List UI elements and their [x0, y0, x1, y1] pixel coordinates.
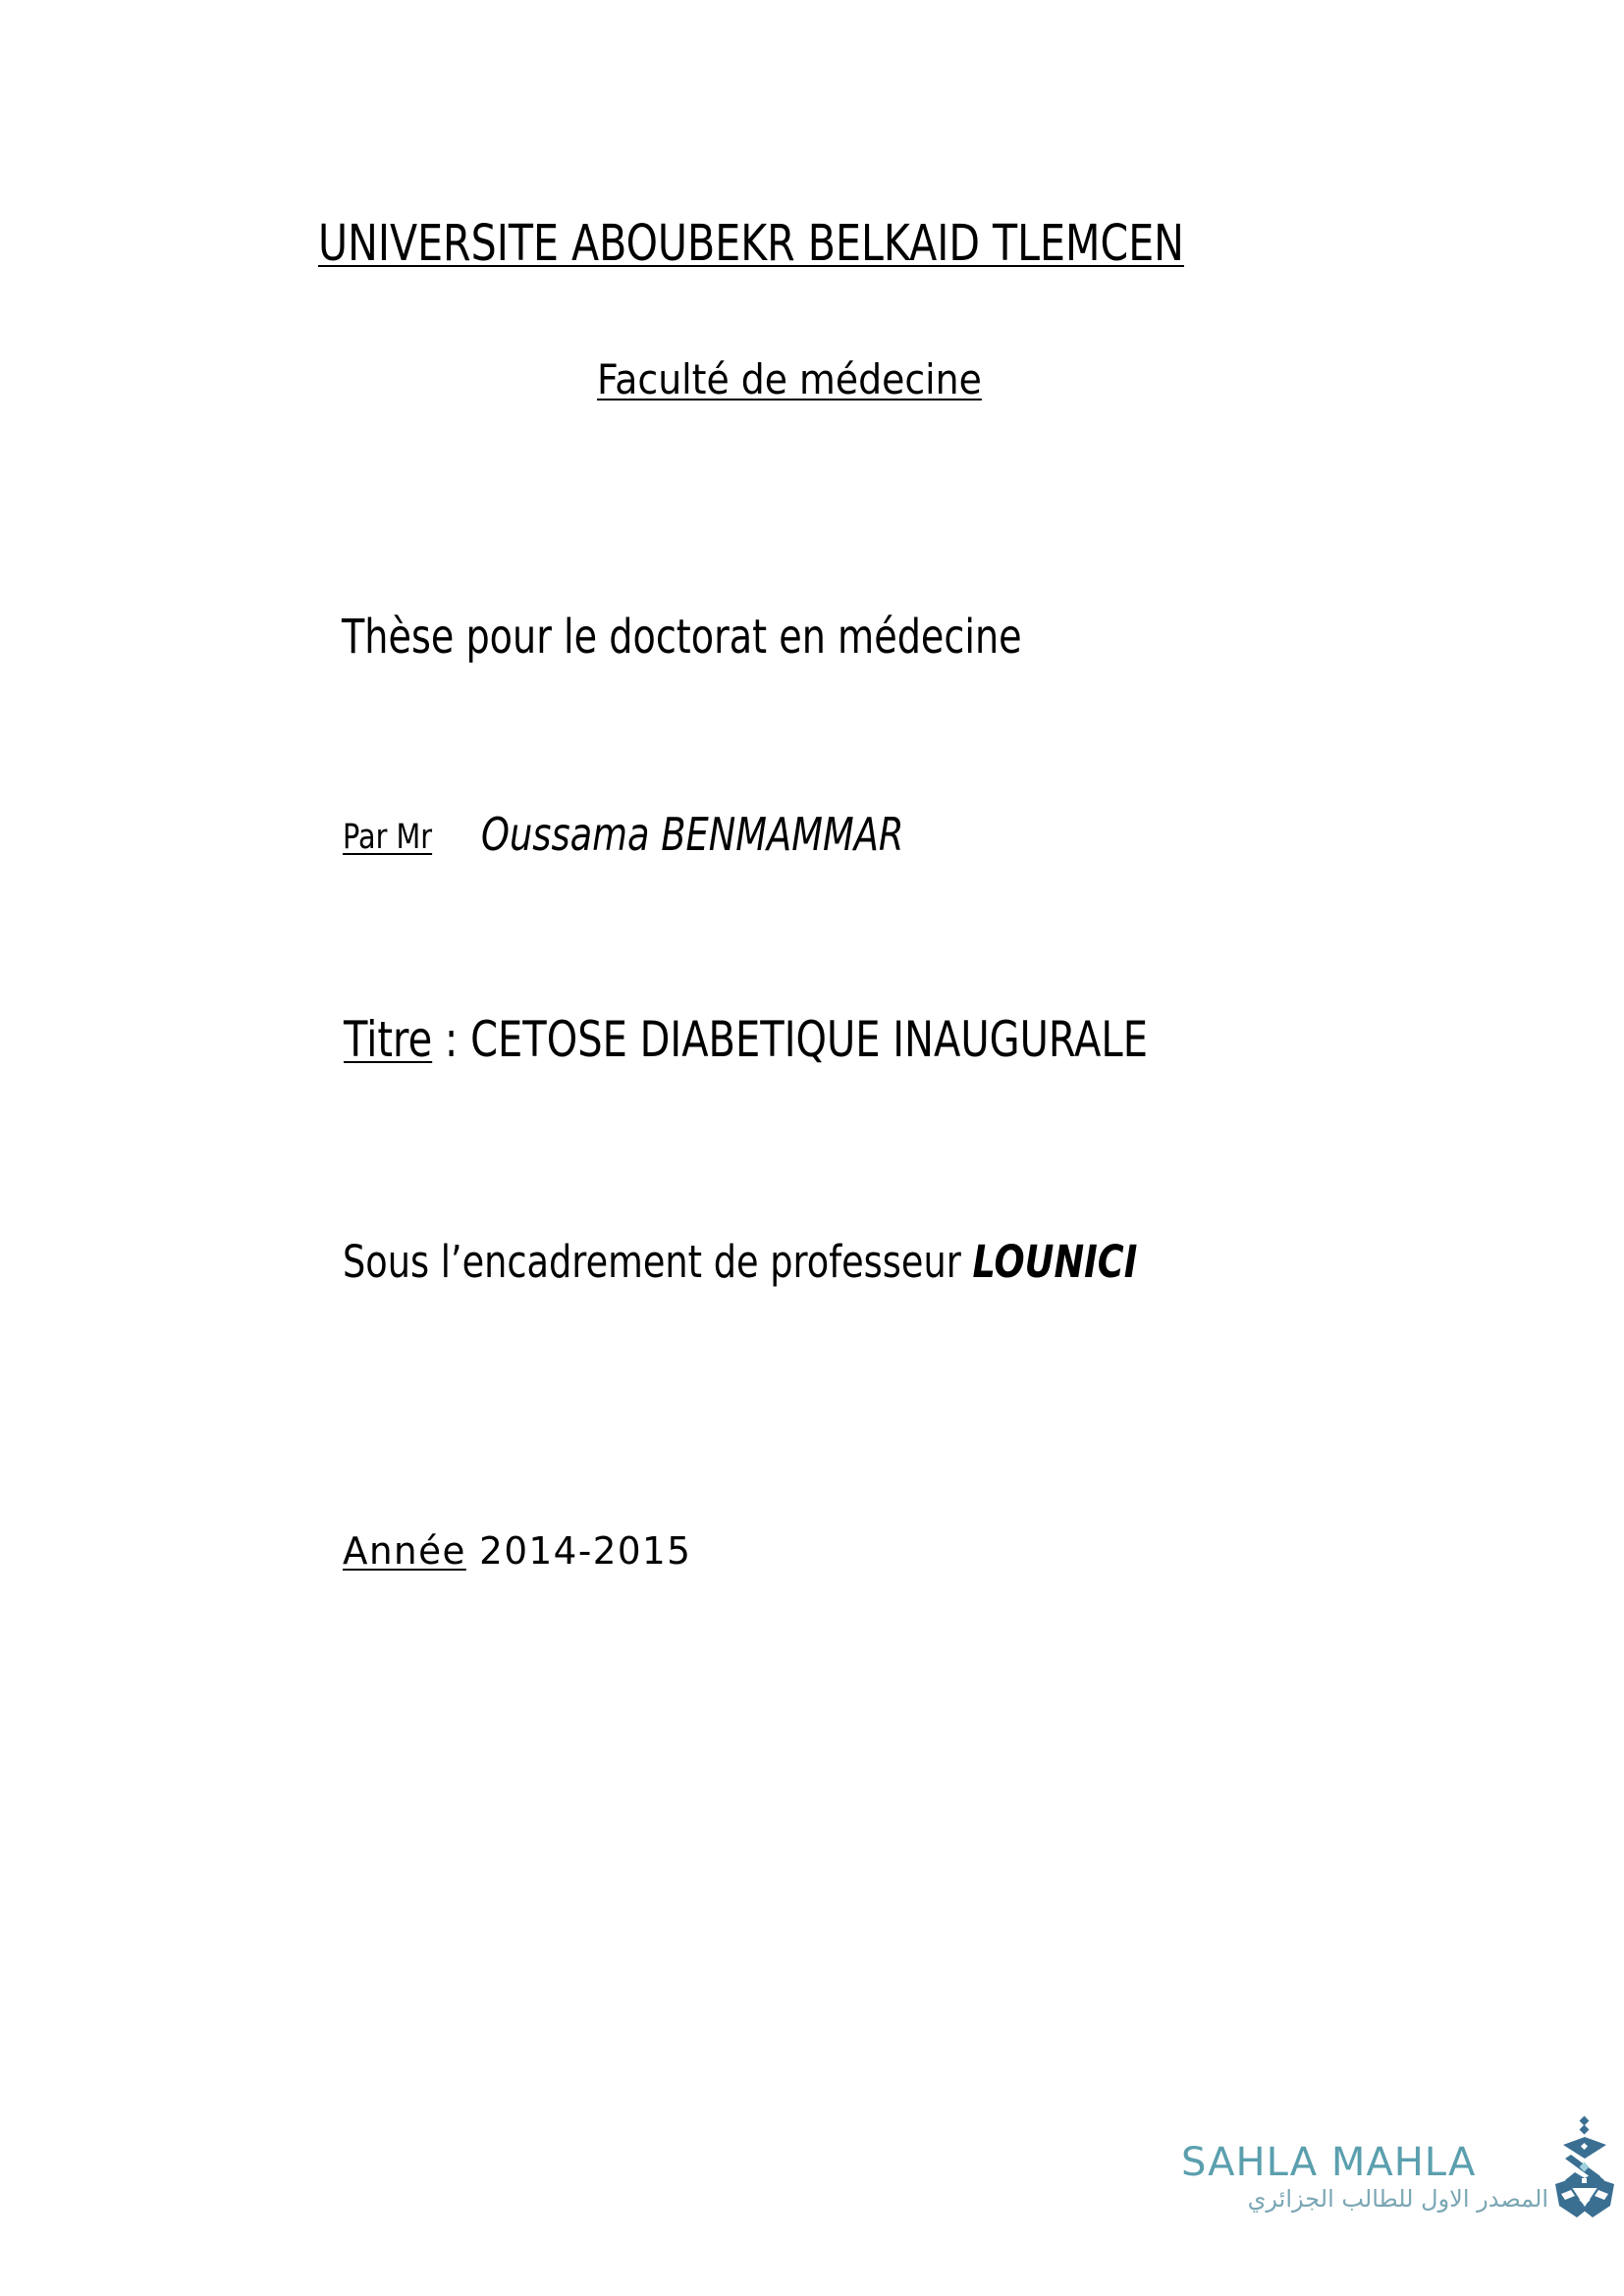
title-label: Titre	[344, 1011, 433, 1068]
logo-brand-text: SAHLA MAHLA	[1181, 2140, 1477, 2185]
supervision-line	[343, 1236, 1138, 1288]
faculty-name: Faculté de médecine	[597, 355, 982, 403]
supervision-text: Sous l’encadrement de professeur	[343, 1236, 973, 1288]
author-name: Oussama BENMAMMAR	[481, 808, 904, 861]
academic-year-line	[343, 1529, 692, 1573]
year-value: 2014-2015	[465, 1529, 692, 1573]
calligraphy-emblem-icon	[1551, 2115, 1618, 2221]
sahla-mahla-logo	[1178, 2110, 1624, 2223]
title-separator: :	[432, 1011, 471, 1068]
year-label: Année	[343, 1529, 466, 1573]
thesis-title-line	[344, 1011, 1148, 1068]
logo-tagline: المصدر الاول للطالب الجزائري	[1247, 2185, 1548, 2213]
author-prefix: Par Mr	[343, 818, 433, 857]
thesis-type: Thèse pour le doctorat en médecine	[342, 610, 1022, 665]
supervisor-name: LOUNICI	[972, 1236, 1138, 1288]
university-name: UNIVERSITE ABOUBEKR BELKAID TLEMCEN	[318, 215, 1184, 273]
thesis-title: CETOSE DIABETIQUE INAUGURALE	[470, 1011, 1148, 1068]
